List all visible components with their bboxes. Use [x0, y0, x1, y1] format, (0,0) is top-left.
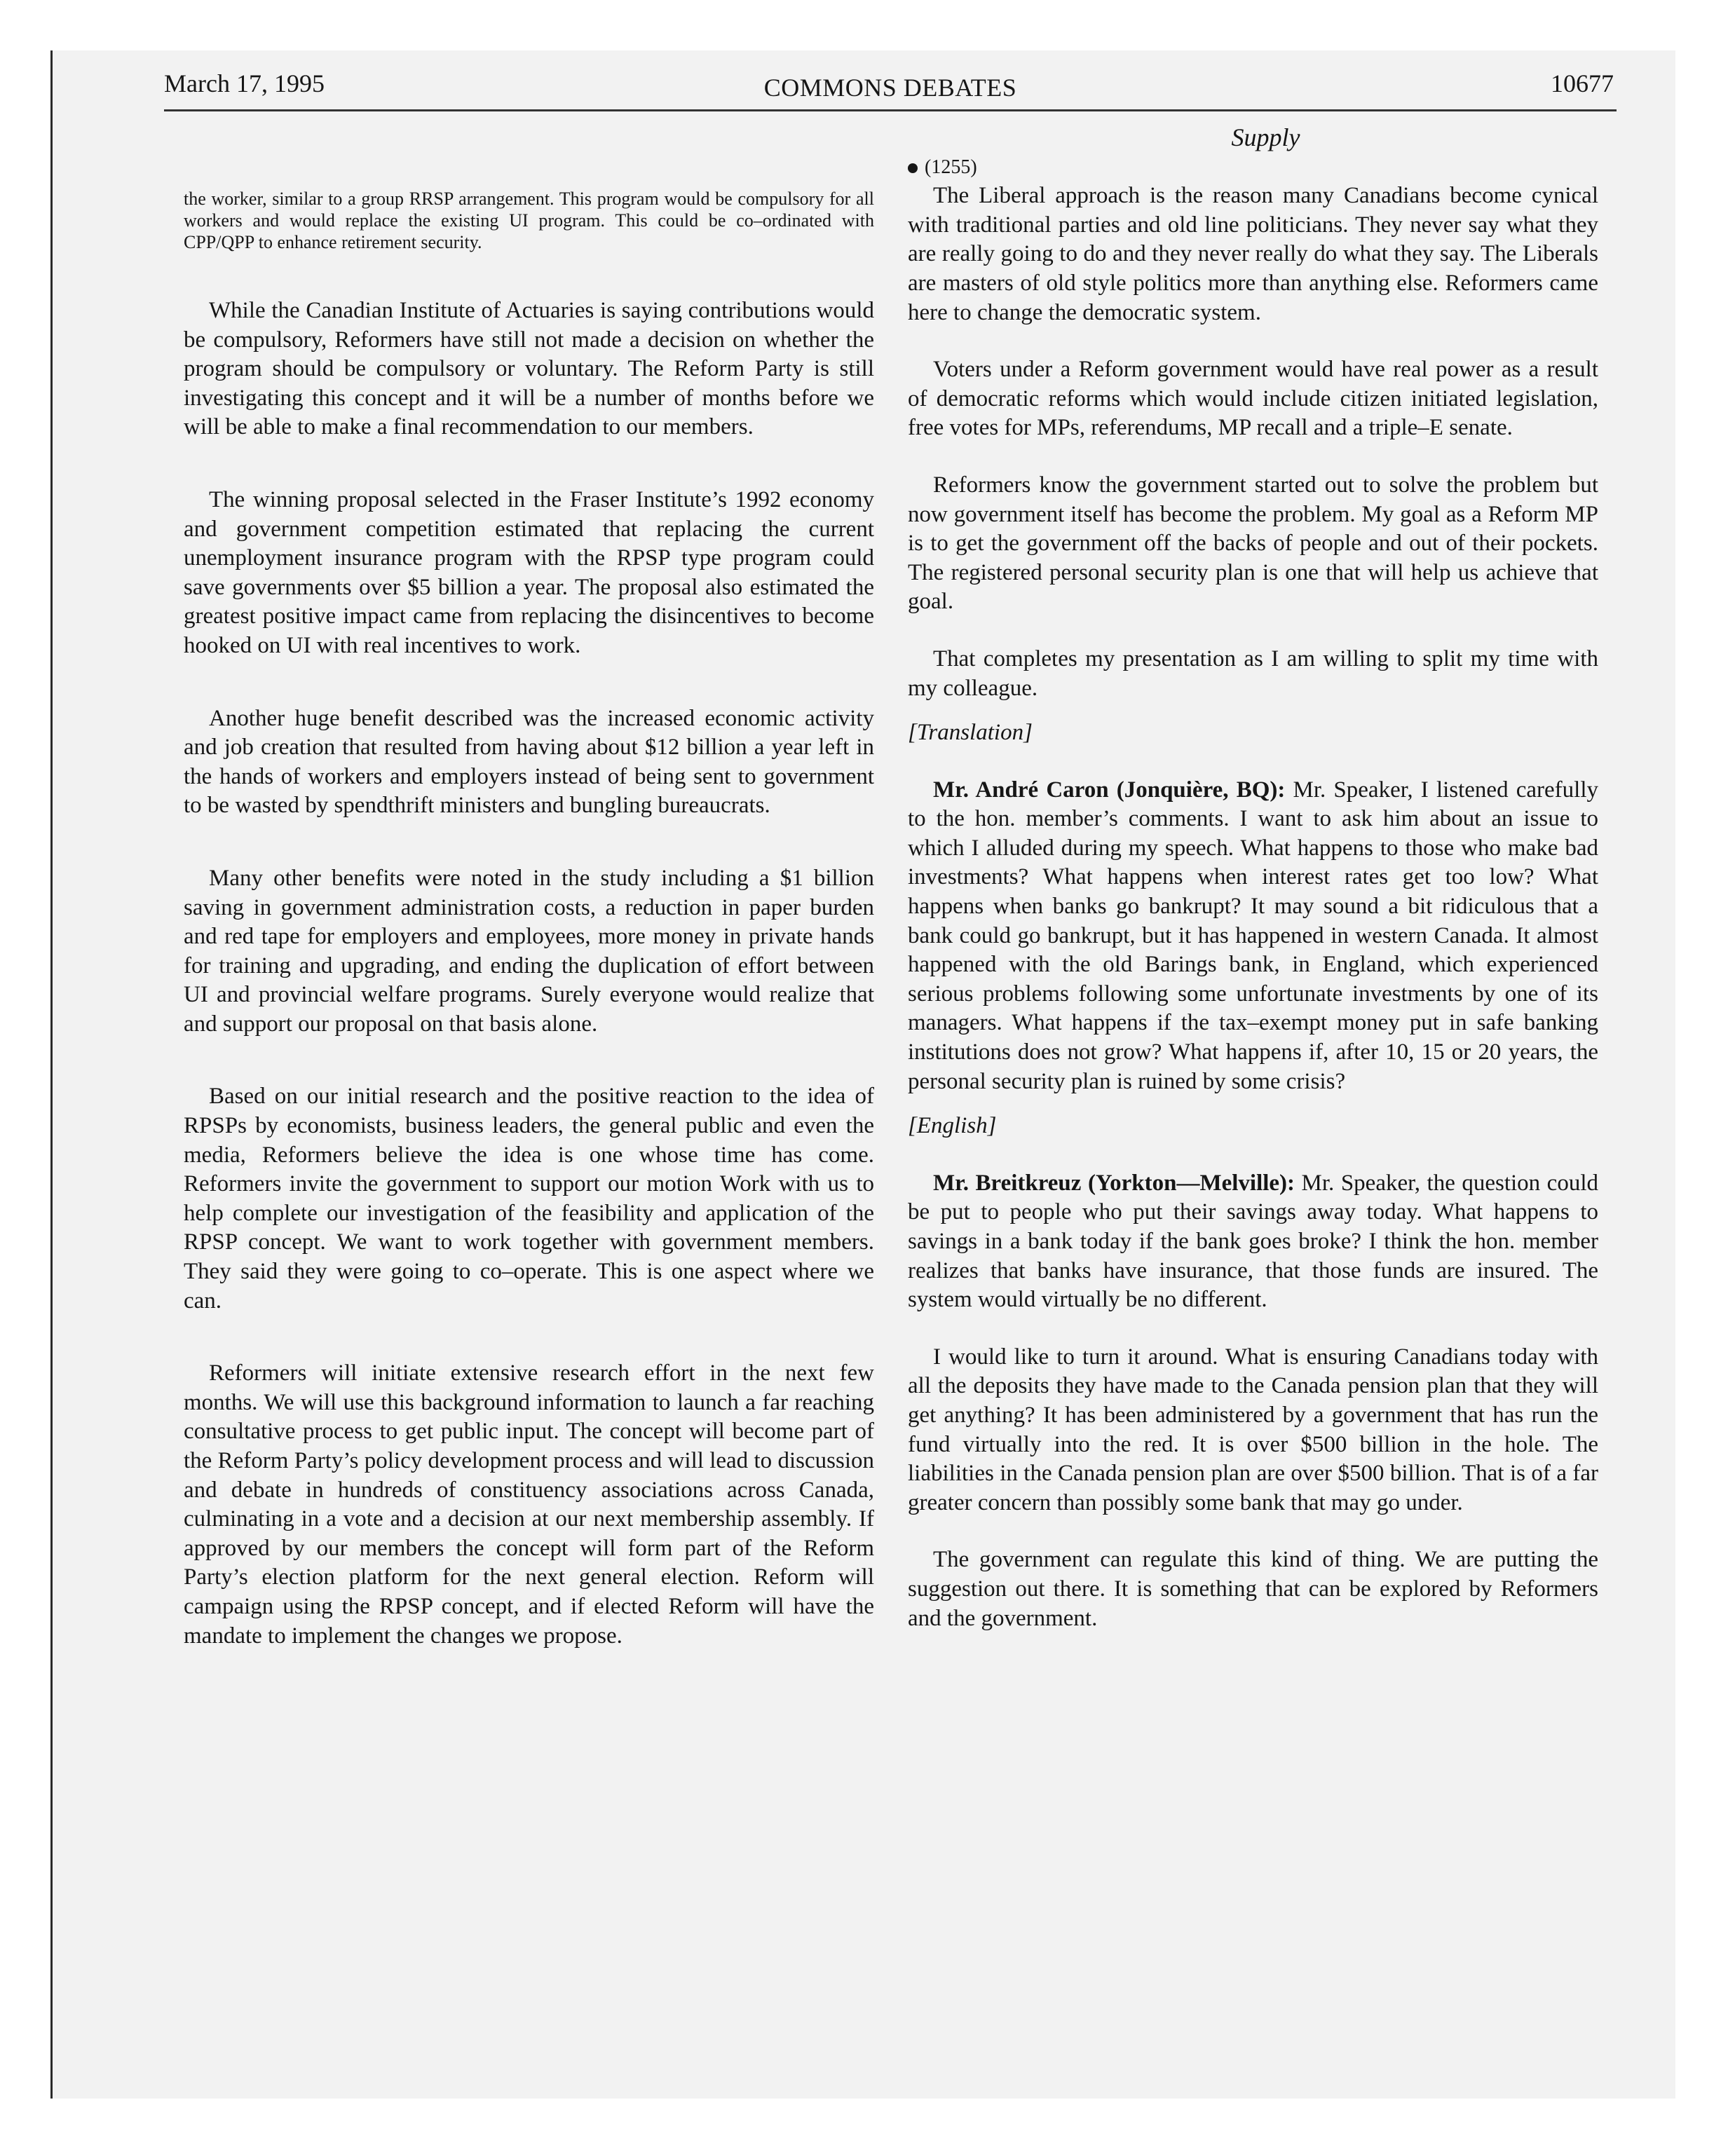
time-stamp-text: (1255) — [925, 156, 977, 178]
header-page-number: 10677 — [1551, 69, 1614, 97]
paragraph: Voters under a Reform government would have real power as a result of democratic reforms which would include citizen initiated legislation, free votes for MPs, referendums, MP recall and a triple–E senate. — [908, 357, 1598, 441]
bullet-icon — [908, 163, 918, 173]
speaker-name: Mr. Breitkreuz (Yorkton—Melville): — [933, 1170, 1295, 1196]
paragraph: The government can regulate this kind of thing. We are putting the suggestion out there. It is something that can be explored by Reformers and the government. — [908, 1547, 1598, 1631]
quoted-excerpt: the worker, similar to a group RRSP arrangement. This program would be compulsory for all workers and would replace the existing UI program. This could be co–ordinated with CPP/QPP to enhance retirement security. — [184, 189, 874, 252]
left-column — [184, 188, 874, 1651]
speech — [908, 776, 1598, 1097]
running-header — [164, 67, 1617, 111]
speaker-name: Mr. André Caron (Jonquière, BQ): — [933, 777, 1286, 803]
paragraph: Based on our initial research and the positive reaction to the idea of RPSPs by economists, business leaders, the general public and even the media, Reformers believe the idea is one whose time has come. Reformers invite the government to support our motion Work with us to help complete our investigation of the feasibility and application of the RPSP concept. We want to work together with government members. They said they were going to co–operate. This is one aspect where we can. — [184, 1084, 874, 1314]
header-title: COMMONS DEBATES — [763, 74, 1017, 102]
header-date: March 17, 1995 — [164, 69, 325, 97]
speech-text: Mr. Speaker, I listened carefully to the hon. member’s comments. I want to ask him about an issue to which I alluded during my speech. What happens to those who make bad investments? What happens when interest rates get too low? What happens when banks go bankrupt? It may sound a bit ridiculous that a bank could go bankrupt, but it has happened in western Canada. It almost happened with the old Barings bank, in England, which experienced serious problems following some unfortunate investments by one of its managers. What happens if the tax–exempt money put in safe banking institutions does not grow? What happens if, after 10, 15 or 20 years, the personal security plan is ruined by some crisis? — [908, 777, 1598, 1094]
paragraph: While the Canadian Institute of Actuaries is saying contributions would be compulsory, Reformers have still not made a decision on whether the program should be compulsory or voluntary. The Reform Party is still investigating this concept and it will be a number of months before we will be able to make a final recommendation to our members. — [184, 298, 874, 440]
speech-text: Mr. Speaker, the question could be put to people who put their savings away today. What happens to savings in a bank today if the bank goes broke? I think the hon. member realizes that banks have insurance, that those funds are insured. The system would virtually be no different. — [908, 1170, 1598, 1313]
paragraph: Reformers will initiate extensive research effort in the next few months. We will use this background information to launch a far reaching consultative process to get public input. The concept will become part of the Reform Party’s policy development process and will lead to discussion and debate in hundreds of constituency associations across Canada, culminating in a vote and a decision at our next membership assembly. If approved by our members the concept will form part of the Reform Party’s election platform for the next general election. Reform will campaign using the RPSP concept, and if elected Reform will have the mandate to implement the changes we propose. — [184, 1360, 874, 1649]
paragraph: Many other benefits were noted in the study including a $1 billion saving in government administration costs, a reduction in paper burden and red tape for employers and employees, more money in private hands for training and upgrading, and ending the duplication of effort between UI and provincial welfare programs. Surely everyone would realize that and support our proposal on that basis alone. — [184, 865, 874, 1037]
language-marker: [Translation] — [908, 720, 1033, 746]
paragraph: Reformers know the government started out to solve the problem but now government itself has become the problem. My goal as a Reform MP is to get the government off the backs of people and out of their pockets. The registered personal security plan is one that will help us achieve that goal. — [908, 472, 1598, 615]
paragraph: I would like to turn it around. What is ensuring Canadians today with all the deposits they have made to the Canada pension plan that they will get anything? It has been administered by a government that has run the fund virtually into the red. It is over $500 billion in the hole. The liabilities in the Canada pension plan are over $500 billion. That is of a far greater concern than possibly some bank that may go under. — [908, 1344, 1598, 1515]
paragraph: Another huge benefit described was the increased economic activity and job creation that resulted from having about $12 billion a year left in the hands of workers and employers instead of being sent to government to be wasted by spendthrift ministers and bungling bureaucrats. — [184, 705, 874, 819]
paragraph: The winning proposal selected in the Fraser Institute’s 1992 economy and government competition estimated that replacing the current unemployment insurance program with the RPSP type program could save governments over $5 billion a year. The proposal also estimated the greatest positive impact came from replacing the disincentives to become hooked on UI with real incentives to work. — [184, 486, 874, 658]
speech — [908, 1169, 1598, 1315]
paragraph: The Liberal approach is the reason many Canadians become cynical with traditional parties and old line politicians. They never say what they are really going to do and they never really do what they say. The Liberals are masters of old style politics more than anything else. Reformers came here to change the democratic system. — [908, 183, 1598, 325]
right-column — [908, 123, 1598, 1633]
section-heading: Supply — [1231, 123, 1300, 151]
time-stamp — [908, 153, 1598, 182]
paragraph: That completes my presentation as I am willing to split my time with my colleague. — [908, 646, 1598, 701]
language-marker: [English] — [908, 1113, 997, 1139]
